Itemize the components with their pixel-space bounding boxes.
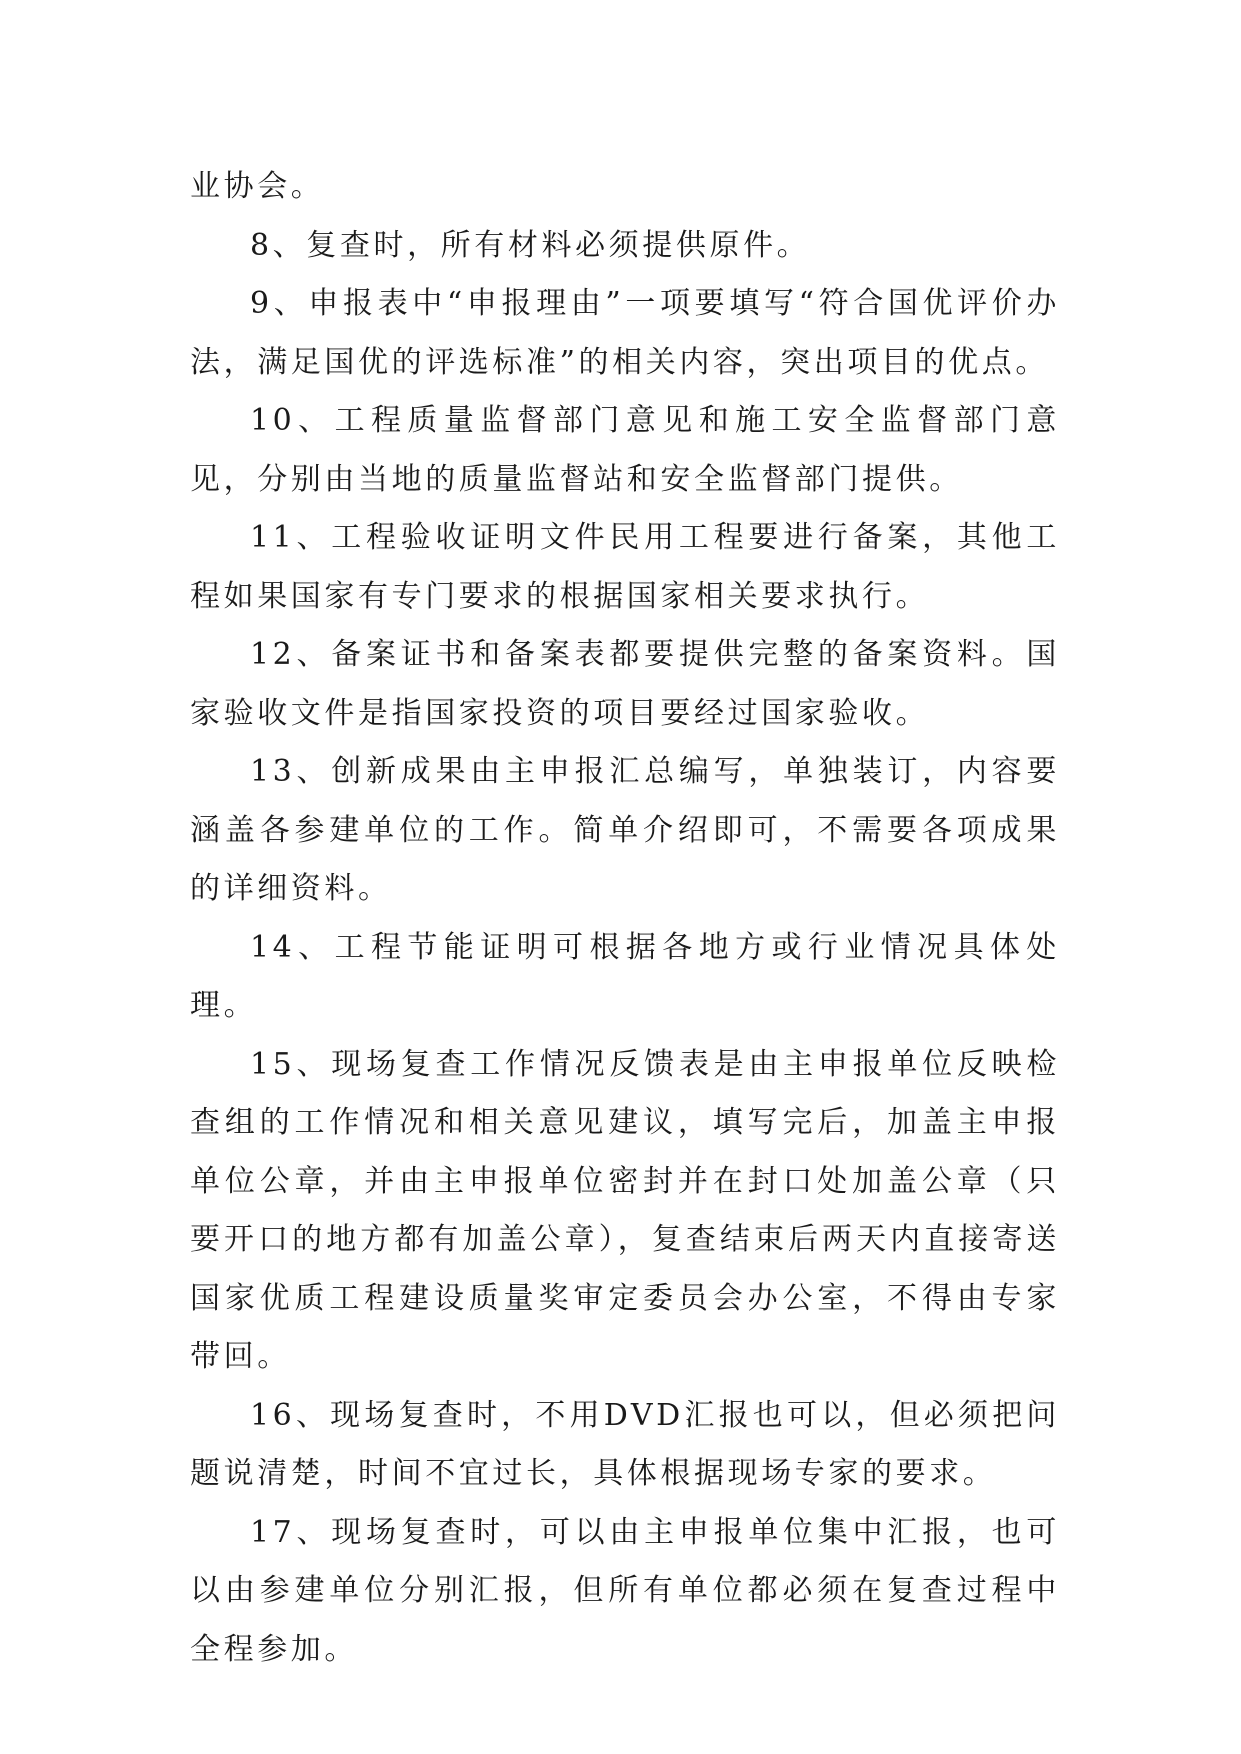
paragraph-continued: 业协会。: [190, 169, 325, 204]
paragraph-item-17: 17、现场复查时，可以由主申报单位集中汇报，也可以由参建单位分别汇报，但所有单位都必须在复查过程中全程参加。: [190, 1514, 1060, 1667]
paragraph-item-14: 14、工程节能证明可根据各地方或行业情况具体处理。: [190, 929, 1060, 1023]
paragraph-item-9: 9、申报表中“申报理由”一项要填写“符合国优评价办法，满足国优的评选标准”的相关内容，突出项目的优点。: [190, 286, 1060, 380]
document-body: [190, 158, 1060, 1679]
paragraph-item-8: 8、复查时，所有材料必须提供原件。: [250, 227, 811, 263]
paragraph-item-11: 11、工程验收证明文件民用工程要进行备案，其他工程如果国家有专门要求的根据国家相关要求执行。: [190, 520, 1060, 614]
paragraph-item-10: 10、工程质量监督部门意见和施工安全监督部门意见，分别由当地的质量监督站和安全监督部门提供。: [190, 403, 1060, 497]
paragraph-item-15: 15、现场复查工作情况反馈表是由主申报单位反映检查组的工作情况和相关意见建议，填写完后，加盖主申报单位公章，并由主申报单位密封并在封口处加盖公章（只要开口的地方都有加盖公章），复查结束后两天内直接寄送国家优质工程建设质量奖审定委员会办公室，不得由专家带回。: [190, 1046, 1060, 1374]
paragraph-item-13: 13、创新成果由主申报汇总编写，单独装订，内容要涵盖各参建单位的工作。简单介绍即可，不需要各项成果的详细资料。: [190, 754, 1060, 906]
paragraph-item-16: 16、现场复查时，不用DVD汇报也可以，但必须把问题说清楚，时间不宜过长，具体根据现场专家的要求。: [190, 1397, 1060, 1491]
paragraph-item-12: 12、备案证书和备案表都要提供完整的备案资料。国家验收文件是指国家投资的项目要经过国家验收。: [190, 637, 1060, 731]
